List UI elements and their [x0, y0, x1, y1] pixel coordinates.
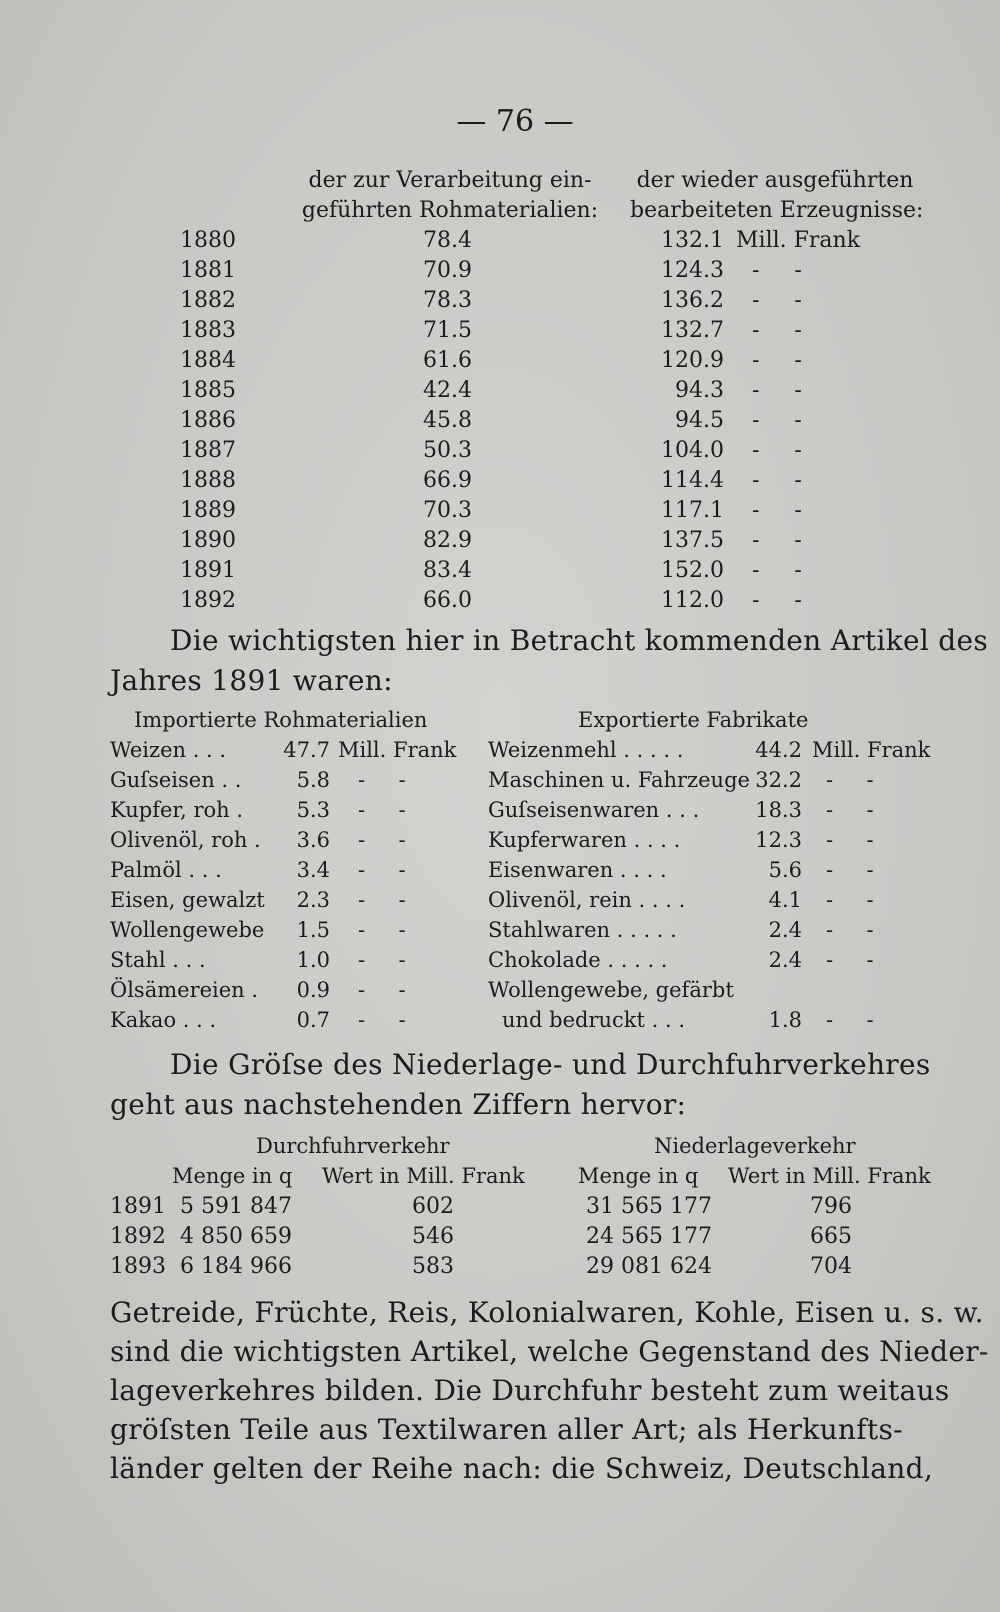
export-unit: - -: [826, 918, 874, 942]
paragraph3-line2: sind die wichtigsten Artikel, welche Gegenstand des Nieder-: [110, 1335, 989, 1368]
table-row: [0, 768, 1000, 798]
table-row: [0, 318, 1000, 348]
import-item: Palmöl . . .: [110, 858, 222, 882]
table-row: [0, 258, 1000, 288]
export-unit: Mill. Frank: [812, 738, 931, 762]
export-value: 44.2: [755, 738, 802, 762]
transit-value-cell: 546: [412, 1224, 454, 1249]
import-unit: - -: [358, 918, 406, 942]
transit-value-cell: 602: [412, 1194, 454, 1219]
year-cell: 1893: [110, 1254, 166, 1279]
paragraph1-line2: Jahres 1891 waren:: [110, 664, 393, 697]
export-value: 32.2: [755, 768, 802, 792]
table-row: [0, 1254, 1000, 1284]
table1-col1-header-line1: der zur Verarbeitung ein-: [308, 168, 592, 193]
table-row: [0, 918, 1000, 948]
table3-subheader-wert1: Wert in Mill. Frank: [322, 1164, 525, 1188]
import-unit: - -: [358, 798, 406, 822]
ditto-cell: - -: [752, 588, 802, 613]
table-row: [0, 1008, 1000, 1038]
ditto-cell: - -: [752, 378, 802, 403]
export-item: Kupferwaren . . . .: [488, 828, 681, 852]
table-row: [0, 498, 1000, 528]
table1-col2-header-line1: der wieder ausgeführten: [636, 168, 914, 193]
import-unit: - -: [358, 978, 406, 1002]
year-cell: 1881: [180, 258, 236, 283]
import-value: 0.7: [296, 1008, 330, 1032]
import-item: Weizen . . .: [110, 738, 227, 762]
import-unit: - -: [358, 1008, 406, 1032]
table2-left-header: Importierte Rohmaterialien: [134, 708, 428, 732]
table-row: [0, 948, 1000, 978]
table-row: [0, 378, 1000, 408]
export-unit: - -: [826, 1008, 874, 1032]
ditto-cell: - -: [752, 348, 802, 373]
export-unit: - -: [826, 948, 874, 972]
import-value: 3.4: [296, 858, 330, 882]
year-cell: 1888: [180, 468, 236, 493]
raw-value-cell: 42.4: [423, 378, 472, 403]
export-item: Maschinen u. Fahrzeuge: [488, 768, 750, 792]
import-unit: Mill. Frank: [338, 738, 457, 762]
table3-group1-header: Durchfuhrverkehr: [256, 1134, 450, 1158]
table3-subheader-menge2: Menge in q: [578, 1164, 699, 1188]
export-unit: - -: [826, 768, 874, 792]
ditto-cell: - -: [752, 408, 802, 433]
ditto-cell: - -: [752, 288, 802, 313]
year-cell: 1884: [180, 348, 236, 373]
export-unit: - -: [826, 798, 874, 822]
raw-value-cell: 61.6: [423, 348, 472, 373]
raw-value-cell: 66.9: [423, 468, 472, 493]
raw-value-cell: 50.3: [423, 438, 472, 463]
table-row: [0, 1194, 1000, 1224]
finished-value-cell: 94.3: [675, 378, 724, 403]
paragraph3-line5: länder gelten der Reihe nach: die Schweiz, Deutschland,: [110, 1452, 934, 1485]
export-value: 18.3: [755, 798, 802, 822]
table-row: [0, 738, 1000, 768]
export-item: Guſseisenwaren . . .: [488, 798, 700, 822]
table-row: [0, 1224, 1000, 1254]
import-value: 1.0: [296, 948, 330, 972]
raw-value-cell: 70.3: [423, 498, 472, 523]
raw-value-cell: 78.4: [423, 228, 472, 253]
finished-value-cell: 112.0: [661, 588, 724, 613]
table-row: [0, 978, 1000, 1008]
export-value: 2.4: [768, 918, 802, 942]
finished-value-cell: 132.7: [661, 318, 724, 343]
table1-col2-header-line2: bearbeiteten Erzeugnisse:: [630, 198, 924, 223]
import-value: 3.6: [296, 828, 330, 852]
export-value: 1.8: [768, 1008, 802, 1032]
ditto-cell: - -: [752, 528, 802, 553]
export-value: 2.4: [768, 948, 802, 972]
finished-value-cell: 152.0: [661, 558, 724, 583]
import-item: Stahl . . .: [110, 948, 206, 972]
finished-value-cell: 94.5: [675, 408, 724, 433]
ditto-cell: - -: [752, 318, 802, 343]
warehouse-value-cell: 665: [810, 1224, 852, 1249]
table-row: [0, 408, 1000, 438]
warehouse-quantity-cell: 29 081 624: [586, 1254, 712, 1279]
import-item: Kakao . . .: [110, 1008, 217, 1032]
ditto-cell: - -: [752, 468, 802, 493]
transit-quantity-cell: 6 184 966: [180, 1254, 292, 1279]
finished-value-cell: 114.4: [661, 468, 724, 493]
finished-value-cell: 136.2: [661, 288, 724, 313]
table-row: [0, 858, 1000, 888]
raw-value-cell: 71.5: [423, 318, 472, 343]
paragraph2-line2: geht aus nachstehenden Ziffern hervor:: [110, 1088, 687, 1121]
transit-quantity-cell: 5 591 847: [180, 1194, 292, 1219]
paragraph2-line1: Die Gröſse des Niederlage- und Durchfuhrverkehres: [170, 1048, 931, 1081]
export-item: Eisenwaren . . . .: [488, 858, 667, 882]
raw-value-cell: 45.8: [423, 408, 472, 433]
table-row: [0, 588, 1000, 618]
finished-value-cell: 132.1: [661, 228, 724, 253]
import-value: 47.7: [283, 738, 330, 762]
export-item: Wollengewebe, gefärbt: [488, 978, 734, 1002]
export-item: Stahlwaren . . . . .: [488, 918, 677, 942]
raw-value-cell: 83.4: [423, 558, 472, 583]
table-row: [0, 438, 1000, 468]
year-cell: 1891: [180, 558, 236, 583]
warehouse-value-cell: 704: [810, 1254, 852, 1279]
import-item: Ölsämereien .: [110, 978, 259, 1002]
page-number: — 76 —: [456, 104, 574, 139]
export-value: 12.3: [755, 828, 802, 852]
table1-col1-header-line2: geführten Rohmaterialien:: [301, 198, 599, 223]
year-cell: 1889: [180, 498, 236, 523]
warehouse-value-cell: 796: [810, 1194, 852, 1219]
year-cell: 1890: [180, 528, 236, 553]
import-value: 2.3: [296, 888, 330, 912]
year-cell: 1891: [110, 1194, 166, 1219]
import-unit: - -: [358, 828, 406, 852]
year-cell: 1886: [180, 408, 236, 433]
paragraph1-line1: Die wichtigsten hier in Betracht kommenden Artikel des: [170, 624, 989, 657]
import-item: Wollengewebe: [110, 918, 265, 942]
table-row: [0, 468, 1000, 498]
finished-value-cell: 104.0: [661, 438, 724, 463]
year-cell: 1887: [180, 438, 236, 463]
import-value: 0.9: [296, 978, 330, 1002]
warehouse-quantity-cell: 31 565 177: [586, 1194, 712, 1219]
table-row: [0, 348, 1000, 378]
import-item: Kupfer, roh .: [110, 798, 244, 822]
table-row: [0, 528, 1000, 558]
table-row: [0, 828, 1000, 858]
year-cell: 1885: [180, 378, 236, 403]
ditto-cell: - -: [752, 438, 802, 463]
year-cell: 1880: [180, 228, 236, 253]
import-item: Olivenöl, roh .: [110, 828, 261, 852]
ditto-cell: - -: [752, 498, 802, 523]
table2-right-header: Exportierte Fabrikate: [578, 708, 809, 732]
year-cell: 1892: [110, 1224, 166, 1249]
finished-value-cell: 120.9: [661, 348, 724, 373]
year-cell: 1892: [180, 588, 236, 613]
table-row: [0, 288, 1000, 318]
table-row: [0, 558, 1000, 588]
table3-group2-header: Niederlageverkehr: [654, 1134, 856, 1158]
raw-value-cell: 70.9: [423, 258, 472, 283]
import-unit: - -: [358, 948, 406, 972]
export-item: und bedruckt . . .: [502, 1008, 686, 1032]
export-unit: - -: [826, 828, 874, 852]
export-item: Olivenöl, rein . . . .: [488, 888, 686, 912]
paragraph3-line4: gröſsten Teile aus Textilwaren aller Art; als Herkunfts-: [110, 1413, 903, 1446]
export-item: Chokolade . . . . .: [488, 948, 668, 972]
table-row: [0, 888, 1000, 918]
table-row: [0, 798, 1000, 828]
raw-value-cell: 66.0: [423, 588, 472, 613]
export-value: 4.1: [768, 888, 802, 912]
import-unit: - -: [358, 768, 406, 792]
import-value: 5.8: [296, 768, 330, 792]
transit-quantity-cell: 4 850 659: [180, 1224, 292, 1249]
year-cell: 1882: [180, 288, 236, 313]
ditto-cell: - -: [752, 558, 802, 583]
paragraph3-line3: lageverkehres bilden. Die Durchfuhr besteht zum weitaus: [110, 1374, 950, 1407]
import-unit: - -: [358, 888, 406, 912]
export-unit: - -: [826, 888, 874, 912]
import-unit: - -: [358, 858, 406, 882]
paragraph3-line1: Getreide, Früchte, Reis, Kolonialwaren, Kohle, Eisen u. s. w.: [110, 1296, 984, 1329]
finished-value-cell: 124.3: [661, 258, 724, 283]
import-value: 1.5: [296, 918, 330, 942]
finished-value-cell: 117.1: [661, 498, 724, 523]
unit-cell: Mill. Frank: [736, 228, 861, 253]
raw-value-cell: 82.9: [423, 528, 472, 553]
import-item: Eisen, gewalzt: [110, 888, 265, 912]
export-item: Weizenmehl . . . . .: [488, 738, 684, 762]
export-value: 5.6: [768, 858, 802, 882]
transit-value-cell: 583: [412, 1254, 454, 1279]
finished-value-cell: 137.5: [661, 528, 724, 553]
table3-subheader-wert2: Wert in Mill. Frank: [728, 1164, 931, 1188]
raw-value-cell: 78.3: [423, 288, 472, 313]
warehouse-quantity-cell: 24 565 177: [586, 1224, 712, 1249]
export-unit: - -: [826, 858, 874, 882]
import-item: Guſseisen . .: [110, 768, 242, 792]
table3-subheader-menge1: Menge in q: [172, 1164, 293, 1188]
ditto-cell: - -: [752, 258, 802, 283]
year-cell: 1883: [180, 318, 236, 343]
table-row: [0, 228, 1000, 258]
import-value: 5.3: [296, 798, 330, 822]
